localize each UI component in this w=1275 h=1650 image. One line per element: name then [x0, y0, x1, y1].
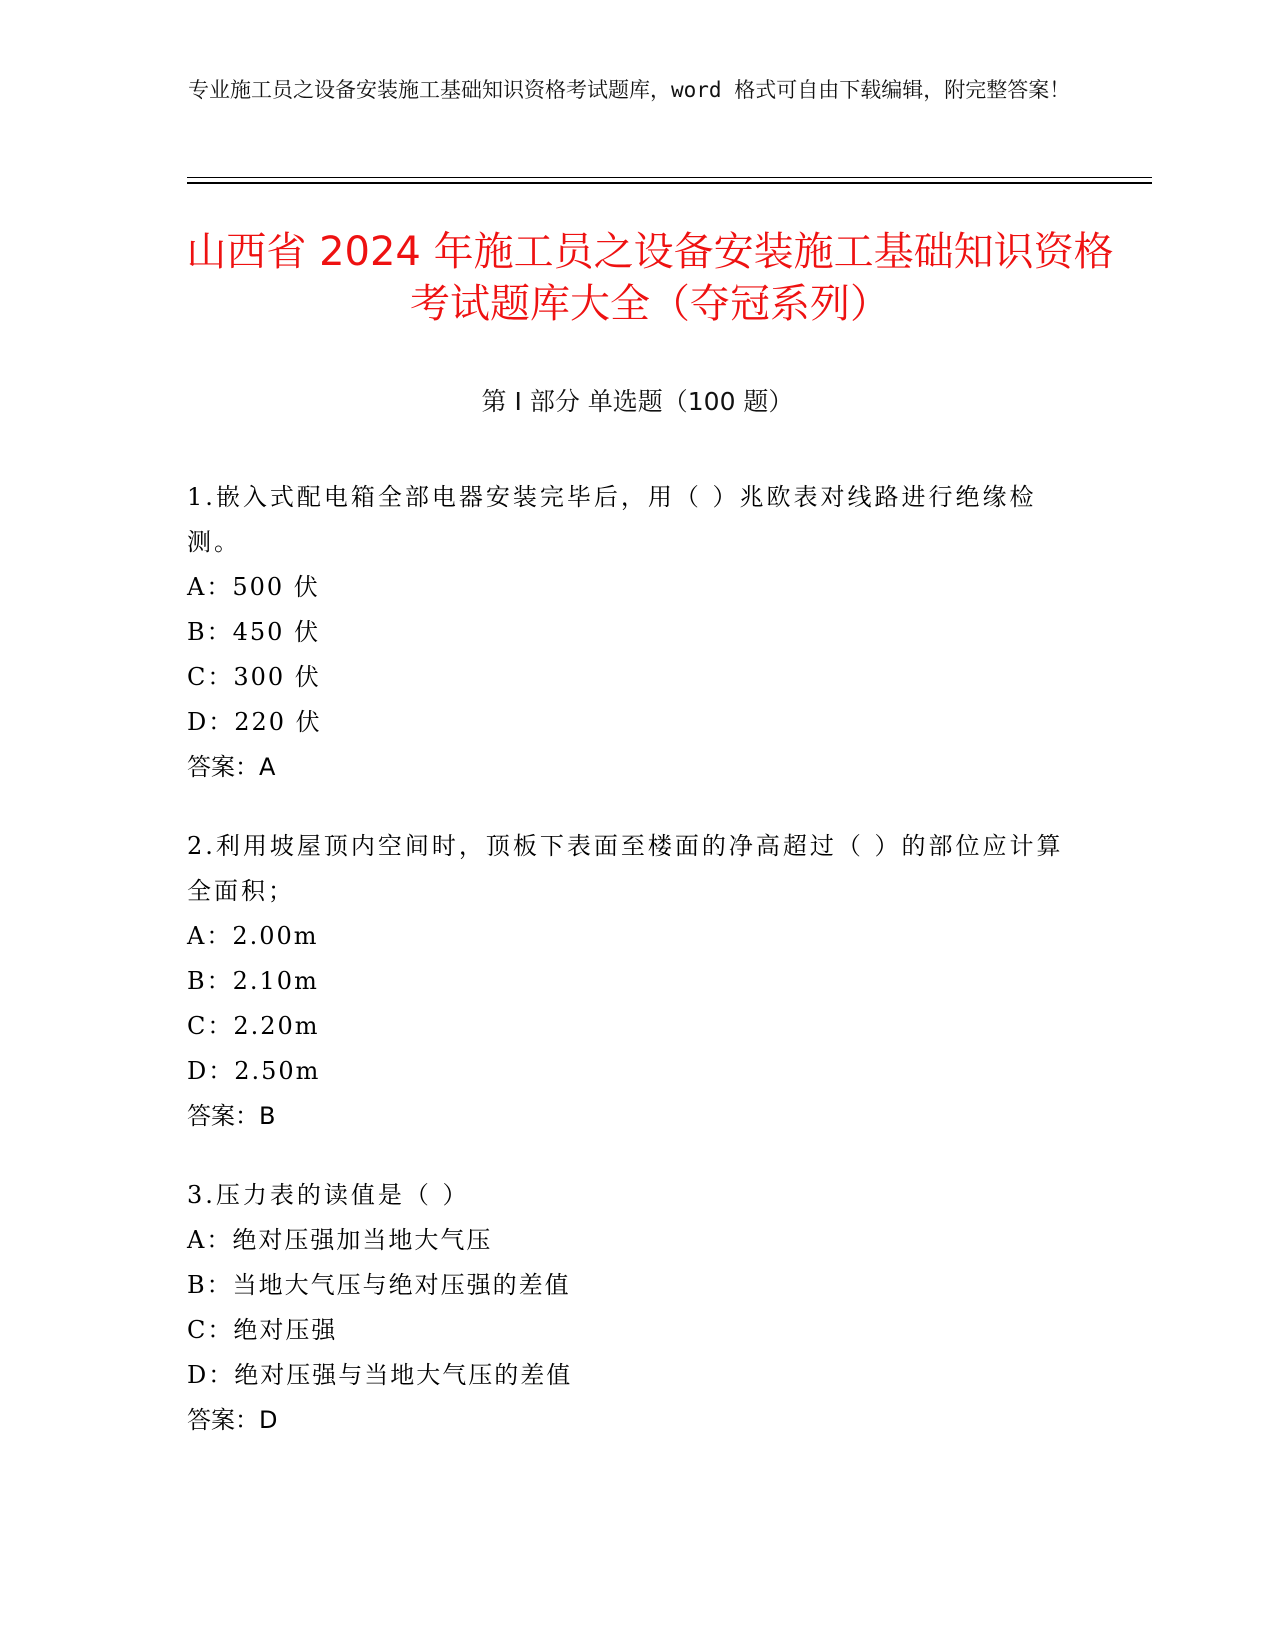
- option-d: D：220 伏: [187, 708, 322, 736]
- question-text: 1.嵌入式配电箱全部电器安装完毕后，用（ ）兆欧表对线路进行绝缘检测。: [187, 483, 1037, 556]
- option-d: D：2.50m: [187, 1057, 321, 1085]
- question-list: [187, 475, 1087, 1477]
- answer-line: 答案：A: [187, 753, 276, 781]
- header-note: 专业施工员之设备安装施工基础知识资格考试题库，word 格式可自由下载编辑，附完整答案！: [188, 78, 1071, 102]
- question-item: [187, 475, 1087, 790]
- option-a: A：500 伏: [187, 573, 320, 601]
- answer-line: 答案：B: [187, 1102, 276, 1130]
- question-item: [187, 1173, 1087, 1443]
- option-a: A：绝对压强加当地大气压: [187, 1226, 493, 1254]
- option-d: D：绝对压强与当地大气压的差值: [187, 1361, 573, 1389]
- header-divider-thick: [187, 182, 1152, 184]
- document-title: 山西省 2024 年施工员之设备安装施工基础知识资格考试题库大全（夺冠系列）: [186, 229, 1114, 327]
- question-text: 2.利用坡屋顶内空间时，顶板下表面至楼面的净高超过（ ）的部位应计算全面积；: [187, 832, 1064, 905]
- option-c: C：绝对压强: [187, 1316, 338, 1344]
- question-text: 3.压力表的读值是（ ）: [187, 1181, 470, 1209]
- question-item: [187, 824, 1087, 1139]
- option-b: B：当地大气压与绝对压强的差值: [187, 1271, 571, 1299]
- option-b: B：2.10m: [187, 967, 319, 995]
- section-heading: 第 I 部分 单选题（100 题）: [481, 387, 794, 416]
- option-b: B：450 伏: [187, 618, 321, 646]
- answer-line: 答案：D: [187, 1406, 278, 1434]
- option-c: C：2.20m: [187, 1012, 320, 1040]
- option-c: C：300 伏: [187, 663, 321, 691]
- option-a: A：2.00m: [187, 922, 319, 950]
- header-divider-thin: [187, 177, 1152, 178]
